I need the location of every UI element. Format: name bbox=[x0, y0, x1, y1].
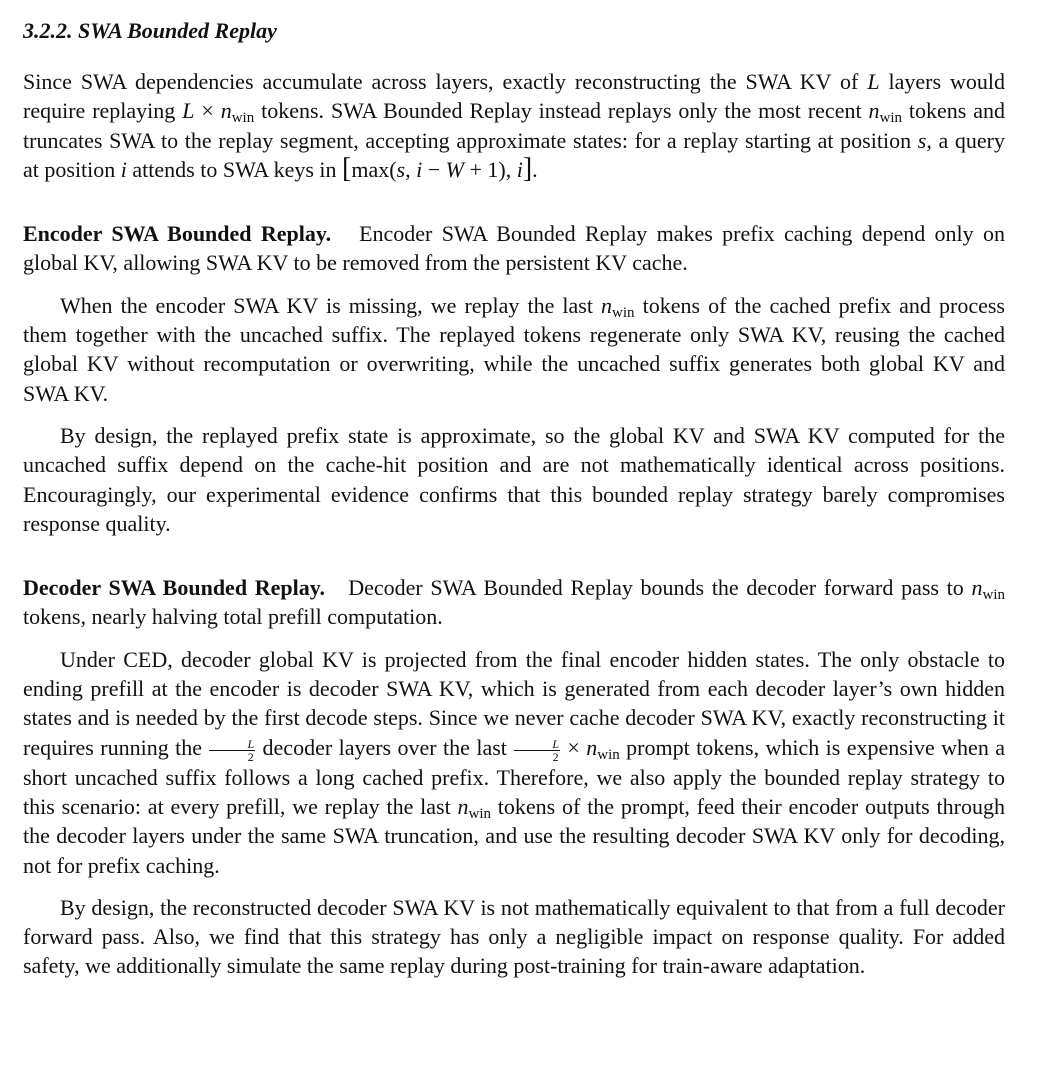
decoder-paragraph-2: Under CED, decoder global KV is projected from the final encoder hidden states. The only obstacle to ending prefill at the encoder is decoder SWA KV, which is generated from each decoder layer’s own hidden states and is needed by the first decode steps. Since we never cache decoder SWA KV, exactly reconstructing it requires running the $\frac{L}{2}$ decoder layers over the last $\frac{L}{2}$ × $n_{win}$ prompt tokens, which is expensive when a short uncached suffix follows a long cached prefix. Therefore, we also apply the bounded replay strategy to this scenario: at every prefill, we replay the last $n_{win}$ tokens of the prompt, feed their encoder outputs through the decoder layers under the same SWA truncation, and use the resulting decoder SWA KV only for decoding, not for prefix caching. bbox=[23, 646, 1005, 878]
encoder-paragraph-3: By design, the replayed prefix state is approximate, so the global KV and SWA KV computed for the uncached suffix depend on the cache-hit position and are not mathematically identical across positions. Encouragingly, our experimental evidence confirms that this bounded replay strategy barely compromises response quality. bbox=[23, 422, 1005, 536]
fraction-l-over-2: $\frac{L}{2}$ bbox=[514, 738, 560, 763]
section-title: SWA Bounded Replay bbox=[78, 18, 277, 43]
intro-paragraph: Since SWA dependencies accumulate across layers, exactly reconstructing the SWA KV of L layers would require replaying $L \times n_{win}$ tokens. SWA Bounded Replay instead replays only the most recent $n_{win}$ tokens and truncates SWA to the replay segment, accepting approximate states: for a replay starting at position s, a query at position i attends to SWA keys in [max(s, i − W + 1), i]. bbox=[23, 69, 1006, 184]
decoder-paragraph-3: By design, the reconstructed decoder SWA KV is not mathematically equivalent to that from a full decoder forward pass. Also, we find that this strategy has only a negligible impact on response quality. For added safety, we additionally simulate the same replay during post-training for train-aware adaptation. bbox=[23, 894, 1005, 979]
decoder-title: Decoder SWA Bounded Replay. bbox=[23, 575, 326, 601]
fraction-l-over-2: $\frac{L}{2}$ bbox=[209, 738, 255, 763]
encoder-paragraph-1: Encoder SWA Bounded Replay. Encoder SWA Bounded Replay makes prefix caching depend only on global KV, allowing SWA KV to be removed from the persistent KV cache. bbox=[23, 221, 1005, 276]
section-number: 3.2.2. bbox=[23, 18, 73, 43]
section-heading bbox=[23, 16, 1005, 46]
encoder-paragraph-2: When the encoder SWA KV is missing, we replay the last $n_{win}$ tokens of the cached prefix and process them together with the uncached suffix. The replayed tokens regenerate only SWA KV, reusing the cached global KV without recomputation or overwriting, while the uncached suffix generates both global KV and SWA KV. bbox=[23, 292, 1005, 406]
encoder-title: Encoder SWA Bounded Replay. bbox=[23, 221, 332, 247]
paper-page bbox=[23, 16, 1005, 981]
decoder-paragraph-1: Decoder SWA Bounded Replay. Decoder SWA Bounded Replay bounds the decoder forward pass to $n_{win}$ tokens, nearly halving total prefill computation. bbox=[23, 575, 1006, 630]
